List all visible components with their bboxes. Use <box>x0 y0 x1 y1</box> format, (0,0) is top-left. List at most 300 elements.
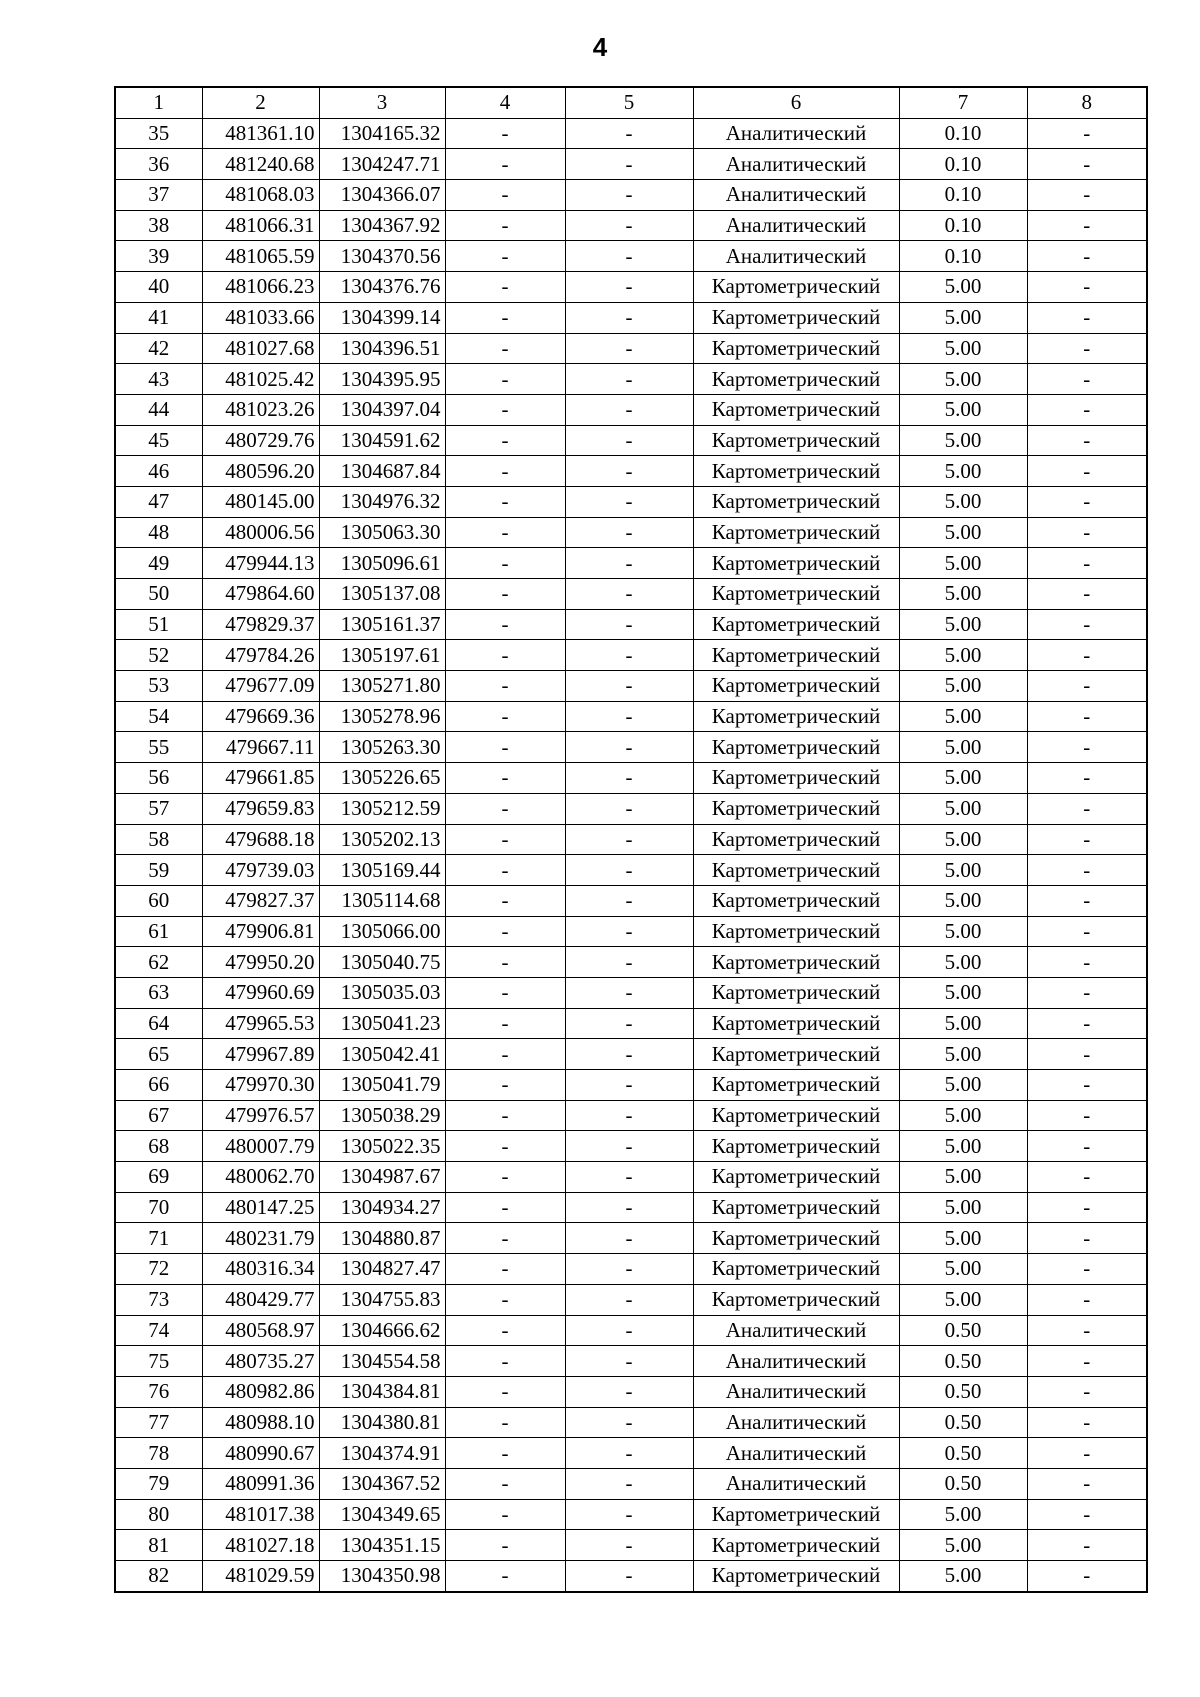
table-cell-col-1: 56 <box>115 763 202 794</box>
table-cell-col-5: - <box>565 1008 693 1039</box>
table-cell-col-3: 1305096.61 <box>319 548 445 579</box>
table-cell-col-1: 70 <box>115 1192 202 1223</box>
table-cell-col-7: 5.00 <box>899 1223 1027 1254</box>
table-cell-col-2: 479667.11 <box>202 732 319 763</box>
table-cell-col-3: 1305226.65 <box>319 763 445 794</box>
table-cell-col-4: - <box>445 241 565 272</box>
table-cell-col-1: 78 <box>115 1438 202 1469</box>
table-cell-col-6: Картометрический <box>693 793 899 824</box>
table-cell-col-4: - <box>445 977 565 1008</box>
table-row <box>115 977 1147 1008</box>
table-cell-col-2: 481033.66 <box>202 302 319 333</box>
table-cell-col-1: 53 <box>115 671 202 702</box>
table-cell-col-8: - <box>1027 947 1147 978</box>
table-cell-col-4: - <box>445 1346 565 1377</box>
table-cell-col-8: - <box>1027 394 1147 425</box>
table-cell-col-2: 479906.81 <box>202 916 319 947</box>
table-cell-col-6: Аналитический <box>693 118 899 149</box>
table-cell-col-3: 1305040.75 <box>319 947 445 978</box>
table-cell-col-1: 52 <box>115 640 202 671</box>
table-cell-col-1: 49 <box>115 548 202 579</box>
table-cell-col-5: - <box>565 671 693 702</box>
table-row <box>115 272 1147 303</box>
table-cell-col-4: - <box>445 333 565 364</box>
table-cell-col-7: 5.00 <box>899 1499 1027 1530</box>
table-cell-col-4: - <box>445 1284 565 1315</box>
table-cell-col-6: Картометрический <box>693 1284 899 1315</box>
table-cell-col-4: - <box>445 486 565 517</box>
table-cell-col-1: 72 <box>115 1254 202 1285</box>
table-cell-col-5: - <box>565 364 693 395</box>
table-row <box>115 1315 1147 1346</box>
table-cell-col-1: 36 <box>115 149 202 180</box>
table-row <box>115 640 1147 671</box>
table-cell-col-7: 0.50 <box>899 1468 1027 1499</box>
table-cell-col-1: 41 <box>115 302 202 333</box>
table-cell-col-7: 5.00 <box>899 517 1027 548</box>
table-cell-col-3: 1304591.62 <box>319 425 445 456</box>
table-cell-col-2: 481240.68 <box>202 149 319 180</box>
table-row <box>115 1284 1147 1315</box>
table-cell-col-5: - <box>565 885 693 916</box>
table-cell-col-4: - <box>445 579 565 610</box>
table-cell-col-4: - <box>445 1407 565 1438</box>
column-header-2: 2 <box>202 87 319 118</box>
table-cell-col-3: 1305278.96 <box>319 701 445 732</box>
table-cell-col-6: Аналитический <box>693 1346 899 1377</box>
table-cell-col-4: - <box>445 1561 565 1592</box>
table-cell-col-2: 480062.70 <box>202 1162 319 1193</box>
table-cell-col-6: Картометрический <box>693 640 899 671</box>
table-cell-col-4: - <box>445 456 565 487</box>
table-cell-col-6: Картометрический <box>693 1100 899 1131</box>
table-cell-col-2: 481017.38 <box>202 1499 319 1530</box>
table-cell-col-7: 5.00 <box>899 425 1027 456</box>
table-cell-col-7: 0.10 <box>899 149 1027 180</box>
table-cell-col-8: - <box>1027 609 1147 640</box>
table-cell-col-6: Картометрический <box>693 1499 899 1530</box>
table-row <box>115 486 1147 517</box>
table-cell-col-3: 1304827.47 <box>319 1254 445 1285</box>
table-cell-col-6: Картометрический <box>693 1192 899 1223</box>
table-cell-col-6: Картометрический <box>693 1131 899 1162</box>
table-row <box>115 1468 1147 1499</box>
table-cell-col-4: - <box>445 272 565 303</box>
table-row <box>115 824 1147 855</box>
table-cell-col-5: - <box>565 1499 693 1530</box>
table-cell-col-4: - <box>445 1223 565 1254</box>
table-cell-col-8: - <box>1027 180 1147 211</box>
table-cell-col-3: 1304366.07 <box>319 180 445 211</box>
table-cell-col-1: 66 <box>115 1070 202 1101</box>
table-cell-col-4: - <box>445 517 565 548</box>
table-cell-col-3: 1305263.30 <box>319 732 445 763</box>
table-cell-col-3: 1304755.83 <box>319 1284 445 1315</box>
table-cell-col-8: - <box>1027 1100 1147 1131</box>
table-cell-col-5: - <box>565 1284 693 1315</box>
table-cell-col-1: 54 <box>115 701 202 732</box>
table-cell-col-8: - <box>1027 486 1147 517</box>
table-cell-col-8: - <box>1027 517 1147 548</box>
table-cell-col-6: Картометрический <box>693 671 899 702</box>
table-row <box>115 916 1147 947</box>
table-cell-col-7: 0.10 <box>899 118 1027 149</box>
table-cell-col-1: 60 <box>115 885 202 916</box>
table-cell-col-7: 5.00 <box>899 609 1027 640</box>
table-cell-col-8: - <box>1027 824 1147 855</box>
table-cell-col-5: - <box>565 118 693 149</box>
table-cell-col-1: 46 <box>115 456 202 487</box>
table-cell-col-3: 1305041.79 <box>319 1070 445 1101</box>
table-cell-col-4: - <box>445 149 565 180</box>
table-row <box>115 180 1147 211</box>
table-cell-col-2: 479965.53 <box>202 1008 319 1039</box>
table-cell-col-1: 77 <box>115 1407 202 1438</box>
table-cell-col-6: Картометрический <box>693 548 899 579</box>
table-cell-col-7: 0.50 <box>899 1315 1027 1346</box>
table-cell-col-1: 67 <box>115 1100 202 1131</box>
table-cell-col-7: 5.00 <box>899 1039 1027 1070</box>
table-cell-col-4: - <box>445 1100 565 1131</box>
table-cell-col-6: Аналитический <box>693 241 899 272</box>
table-row <box>115 1162 1147 1193</box>
table-cell-col-4: - <box>445 1192 565 1223</box>
table-cell-col-6: Картометрический <box>693 1530 899 1561</box>
table-cell-col-7: 5.00 <box>899 302 1027 333</box>
table-cell-col-7: 5.00 <box>899 579 1027 610</box>
table-cell-col-6: Картометрический <box>693 609 899 640</box>
table-cell-col-4: - <box>445 1039 565 1070</box>
table-cell-col-7: 5.00 <box>899 701 1027 732</box>
column-header-3: 3 <box>319 87 445 118</box>
table-cell-col-5: - <box>565 149 693 180</box>
table-cell-col-8: - <box>1027 1254 1147 1285</box>
table-row <box>115 793 1147 824</box>
table-row <box>115 609 1147 640</box>
table-cell-col-2: 479688.18 <box>202 824 319 855</box>
table-cell-col-8: - <box>1027 1407 1147 1438</box>
table-cell-col-3: 1305197.61 <box>319 640 445 671</box>
table-cell-col-4: - <box>445 855 565 886</box>
table-cell-col-1: 58 <box>115 824 202 855</box>
table-cell-col-3: 1304165.32 <box>319 118 445 149</box>
table-cell-col-1: 79 <box>115 1468 202 1499</box>
table-cell-col-3: 1304399.14 <box>319 302 445 333</box>
table-cell-col-6: Аналитический <box>693 1468 899 1499</box>
table-cell-col-2: 480007.79 <box>202 1131 319 1162</box>
table-row <box>115 855 1147 886</box>
table-cell-col-7: 5.00 <box>899 364 1027 395</box>
table-cell-col-6: Картометрический <box>693 885 899 916</box>
table-cell-col-2: 480988.10 <box>202 1407 319 1438</box>
table-cell-col-4: - <box>445 210 565 241</box>
table-row <box>115 394 1147 425</box>
table-cell-col-2: 481027.18 <box>202 1530 319 1561</box>
table-cell-col-6: Картометрический <box>693 302 899 333</box>
table-cell-col-5: - <box>565 241 693 272</box>
table-cell-col-6: Аналитический <box>693 1438 899 1469</box>
table-cell-col-5: - <box>565 609 693 640</box>
table-cell-col-5: - <box>565 701 693 732</box>
table-cell-col-7: 5.00 <box>899 456 1027 487</box>
table-cell-col-7: 5.00 <box>899 671 1027 702</box>
table-cell-col-4: - <box>445 1438 565 1469</box>
table-row <box>115 1131 1147 1162</box>
table-cell-col-7: 5.00 <box>899 1254 1027 1285</box>
table-row <box>115 364 1147 395</box>
table-cell-col-5: - <box>565 1438 693 1469</box>
table-cell-col-8: - <box>1027 1162 1147 1193</box>
column-header-5: 5 <box>565 87 693 118</box>
table-cell-col-2: 481025.42 <box>202 364 319 395</box>
table-cell-col-5: - <box>565 640 693 671</box>
table-cell-col-2: 480991.36 <box>202 1468 319 1499</box>
table-cell-col-2: 479960.69 <box>202 977 319 1008</box>
table-cell-col-6: Картометрический <box>693 1162 899 1193</box>
table-cell-col-7: 5.00 <box>899 793 1027 824</box>
table-cell-col-8: - <box>1027 1561 1147 1592</box>
table-cell-col-4: - <box>445 548 565 579</box>
table-cell-col-8: - <box>1027 701 1147 732</box>
table-cell-col-1: 65 <box>115 1039 202 1070</box>
table-cell-col-3: 1304987.67 <box>319 1162 445 1193</box>
table-cell-col-3: 1304380.81 <box>319 1407 445 1438</box>
table-cell-col-7: 0.10 <box>899 210 1027 241</box>
table-cell-col-6: Аналитический <box>693 1407 899 1438</box>
table-cell-col-8: - <box>1027 1039 1147 1070</box>
table-cell-col-2: 481066.31 <box>202 210 319 241</box>
table-cell-col-5: - <box>565 732 693 763</box>
table-cell-col-8: - <box>1027 272 1147 303</box>
table-cell-col-5: - <box>565 579 693 610</box>
table-cell-col-1: 55 <box>115 732 202 763</box>
table-cell-col-1: 37 <box>115 180 202 211</box>
table-row <box>115 425 1147 456</box>
table-cell-col-5: - <box>565 947 693 978</box>
table-cell-col-4: - <box>445 302 565 333</box>
table-cell-col-3: 1305212.59 <box>319 793 445 824</box>
table-row <box>115 149 1147 180</box>
table-cell-col-7: 5.00 <box>899 272 1027 303</box>
table-cell-col-1: 73 <box>115 1284 202 1315</box>
table-cell-col-8: - <box>1027 1008 1147 1039</box>
table-cell-col-6: Картометрический <box>693 763 899 794</box>
table-cell-col-8: - <box>1027 977 1147 1008</box>
table-cell-col-7: 5.00 <box>899 1008 1027 1039</box>
table-cell-col-5: - <box>565 272 693 303</box>
table-cell-col-6: Картометрический <box>693 579 899 610</box>
table-cell-col-8: - <box>1027 640 1147 671</box>
table-cell-col-4: - <box>445 947 565 978</box>
table-cell-col-7: 5.00 <box>899 1284 1027 1315</box>
table-cell-col-1: 45 <box>115 425 202 456</box>
table-cell-col-2: 480231.79 <box>202 1223 319 1254</box>
table-cell-col-2: 480568.97 <box>202 1315 319 1346</box>
table-cell-col-2: 479827.37 <box>202 885 319 916</box>
table-cell-col-6: Картометрический <box>693 272 899 303</box>
table-cell-col-8: - <box>1027 1530 1147 1561</box>
table-cell-col-5: - <box>565 977 693 1008</box>
table-cell-col-2: 480316.34 <box>202 1254 319 1285</box>
table-cell-col-6: Картометрический <box>693 824 899 855</box>
table-cell-col-7: 5.00 <box>899 1162 1027 1193</box>
table-cell-col-1: 68 <box>115 1131 202 1162</box>
table-cell-col-7: 5.00 <box>899 763 1027 794</box>
table-cell-col-5: - <box>565 1254 693 1285</box>
table-cell-col-3: 1305041.23 <box>319 1008 445 1039</box>
table-cell-col-1: 82 <box>115 1561 202 1592</box>
table-cell-col-3: 1305137.08 <box>319 579 445 610</box>
table-cell-col-6: Картометрический <box>693 517 899 548</box>
table-cell-col-4: - <box>445 609 565 640</box>
table-cell-col-5: - <box>565 210 693 241</box>
table-cell-col-4: - <box>445 1162 565 1193</box>
table-cell-col-7: 5.00 <box>899 1192 1027 1223</box>
table-cell-col-1: 74 <box>115 1315 202 1346</box>
table-cell-col-2: 480006.56 <box>202 517 319 548</box>
table-row <box>115 1499 1147 1530</box>
table-cell-col-5: - <box>565 1131 693 1162</box>
table-cell-col-7: 0.50 <box>899 1438 1027 1469</box>
table-cell-col-8: - <box>1027 916 1147 947</box>
table-cell-col-4: - <box>445 763 565 794</box>
table-cell-col-1: 76 <box>115 1376 202 1407</box>
table-cell-col-6: Аналитический <box>693 1376 899 1407</box>
table-cell-col-1: 62 <box>115 947 202 978</box>
table-cell-col-6: Аналитический <box>693 149 899 180</box>
table-cell-col-6: Картометрический <box>693 364 899 395</box>
table-cell-col-8: - <box>1027 1284 1147 1315</box>
table-row <box>115 1346 1147 1377</box>
table-cell-col-4: - <box>445 916 565 947</box>
table-cell-col-3: 1304934.27 <box>319 1192 445 1223</box>
table-cell-col-4: - <box>445 394 565 425</box>
table-cell-col-6: Картометрический <box>693 1254 899 1285</box>
table-row <box>115 1530 1147 1561</box>
table-cell-col-8: - <box>1027 1315 1147 1346</box>
table-cell-col-2: 480735.27 <box>202 1346 319 1377</box>
table-cell-col-7: 5.00 <box>899 916 1027 947</box>
table-cell-col-2: 479967.89 <box>202 1039 319 1070</box>
table-cell-col-8: - <box>1027 1376 1147 1407</box>
table-cell-col-1: 38 <box>115 210 202 241</box>
table-cell-col-5: - <box>565 302 693 333</box>
table-cell-col-7: 5.00 <box>899 1100 1027 1131</box>
table-cell-col-3: 1305063.30 <box>319 517 445 548</box>
table-cell-col-6: Картометрический <box>693 732 899 763</box>
table-cell-col-8: - <box>1027 302 1147 333</box>
table-cell-col-4: - <box>445 1131 565 1162</box>
table-cell-col-1: 50 <box>115 579 202 610</box>
table-row <box>115 517 1147 548</box>
table-cell-col-3: 1305202.13 <box>319 824 445 855</box>
table-cell-col-2: 481065.59 <box>202 241 319 272</box>
column-header-8: 8 <box>1027 87 1147 118</box>
table-cell-col-2: 481027.68 <box>202 333 319 364</box>
table-cell-col-8: - <box>1027 1438 1147 1469</box>
table-row <box>115 1070 1147 1101</box>
table-cell-col-6: Картометрический <box>693 425 899 456</box>
table-cell-col-3: 1305161.37 <box>319 609 445 640</box>
table-cell-col-4: - <box>445 364 565 395</box>
table-cell-col-8: - <box>1027 456 1147 487</box>
table-cell-col-7: 5.00 <box>899 333 1027 364</box>
table-cell-col-6: Аналитический <box>693 210 899 241</box>
table-cell-col-6: Картометрический <box>693 977 899 1008</box>
table-cell-col-8: - <box>1027 855 1147 886</box>
table-cell-col-5: - <box>565 1468 693 1499</box>
table-cell-col-6: Картометрический <box>693 394 899 425</box>
table-cell-col-8: - <box>1027 149 1147 180</box>
table-cell-col-7: 0.50 <box>899 1346 1027 1377</box>
table-cell-col-8: - <box>1027 1192 1147 1223</box>
table-cell-col-3: 1304554.58 <box>319 1346 445 1377</box>
table-cell-col-8: - <box>1027 210 1147 241</box>
table-cell-col-4: - <box>445 1008 565 1039</box>
table-cell-col-8: - <box>1027 732 1147 763</box>
table-cell-col-4: - <box>445 793 565 824</box>
table-row <box>115 732 1147 763</box>
table-cell-col-1: 51 <box>115 609 202 640</box>
table-body <box>115 118 1147 1592</box>
table-cell-col-2: 480429.77 <box>202 1284 319 1315</box>
table-cell-col-3: 1304666.62 <box>319 1315 445 1346</box>
table-cell-col-6: Картометрический <box>693 701 899 732</box>
table-cell-col-2: 479864.60 <box>202 579 319 610</box>
table-row <box>115 1223 1147 1254</box>
table-cell-col-2: 479659.83 <box>202 793 319 824</box>
table-cell-col-5: - <box>565 1346 693 1377</box>
table-cell-col-7: 5.00 <box>899 1561 1027 1592</box>
table-cell-col-4: - <box>445 640 565 671</box>
table-cell-col-5: - <box>565 456 693 487</box>
table-cell-col-3: 1304397.04 <box>319 394 445 425</box>
table-cell-col-7: 5.00 <box>899 732 1027 763</box>
table-cell-col-2: 480729.76 <box>202 425 319 456</box>
table-cell-col-7: 0.50 <box>899 1376 1027 1407</box>
table-cell-col-5: - <box>565 793 693 824</box>
table-cell-col-3: 1304374.91 <box>319 1438 445 1469</box>
table-cell-col-5: - <box>565 425 693 456</box>
table-cell-col-3: 1305169.44 <box>319 855 445 886</box>
table-cell-col-2: 479739.03 <box>202 855 319 886</box>
table-cell-col-4: - <box>445 1070 565 1101</box>
table-cell-col-3: 1304976.32 <box>319 486 445 517</box>
table-cell-col-8: - <box>1027 671 1147 702</box>
table-cell-col-4: - <box>445 671 565 702</box>
table-row <box>115 1100 1147 1131</box>
table-cell-col-8: - <box>1027 1499 1147 1530</box>
column-header-1: 1 <box>115 87 202 118</box>
table-cell-col-5: - <box>565 1100 693 1131</box>
table-cell-col-1: 64 <box>115 1008 202 1039</box>
table-cell-col-3: 1304687.84 <box>319 456 445 487</box>
table-cell-col-7: 5.00 <box>899 1530 1027 1561</box>
table-cell-col-5: - <box>565 180 693 211</box>
table-cell-col-5: - <box>565 1039 693 1070</box>
table-cell-col-5: - <box>565 1070 693 1101</box>
table-cell-col-8: - <box>1027 763 1147 794</box>
table-cell-col-3: 1304350.98 <box>319 1561 445 1592</box>
table-cell-col-1: 48 <box>115 517 202 548</box>
table-cell-col-3: 1305114.68 <box>319 885 445 916</box>
table-cell-col-8: - <box>1027 1131 1147 1162</box>
table-cell-col-2: 481066.23 <box>202 272 319 303</box>
table-cell-col-7: 0.50 <box>899 1407 1027 1438</box>
table-cell-col-2: 481029.59 <box>202 1561 319 1592</box>
table-row <box>115 333 1147 364</box>
table-cell-col-1: 39 <box>115 241 202 272</box>
